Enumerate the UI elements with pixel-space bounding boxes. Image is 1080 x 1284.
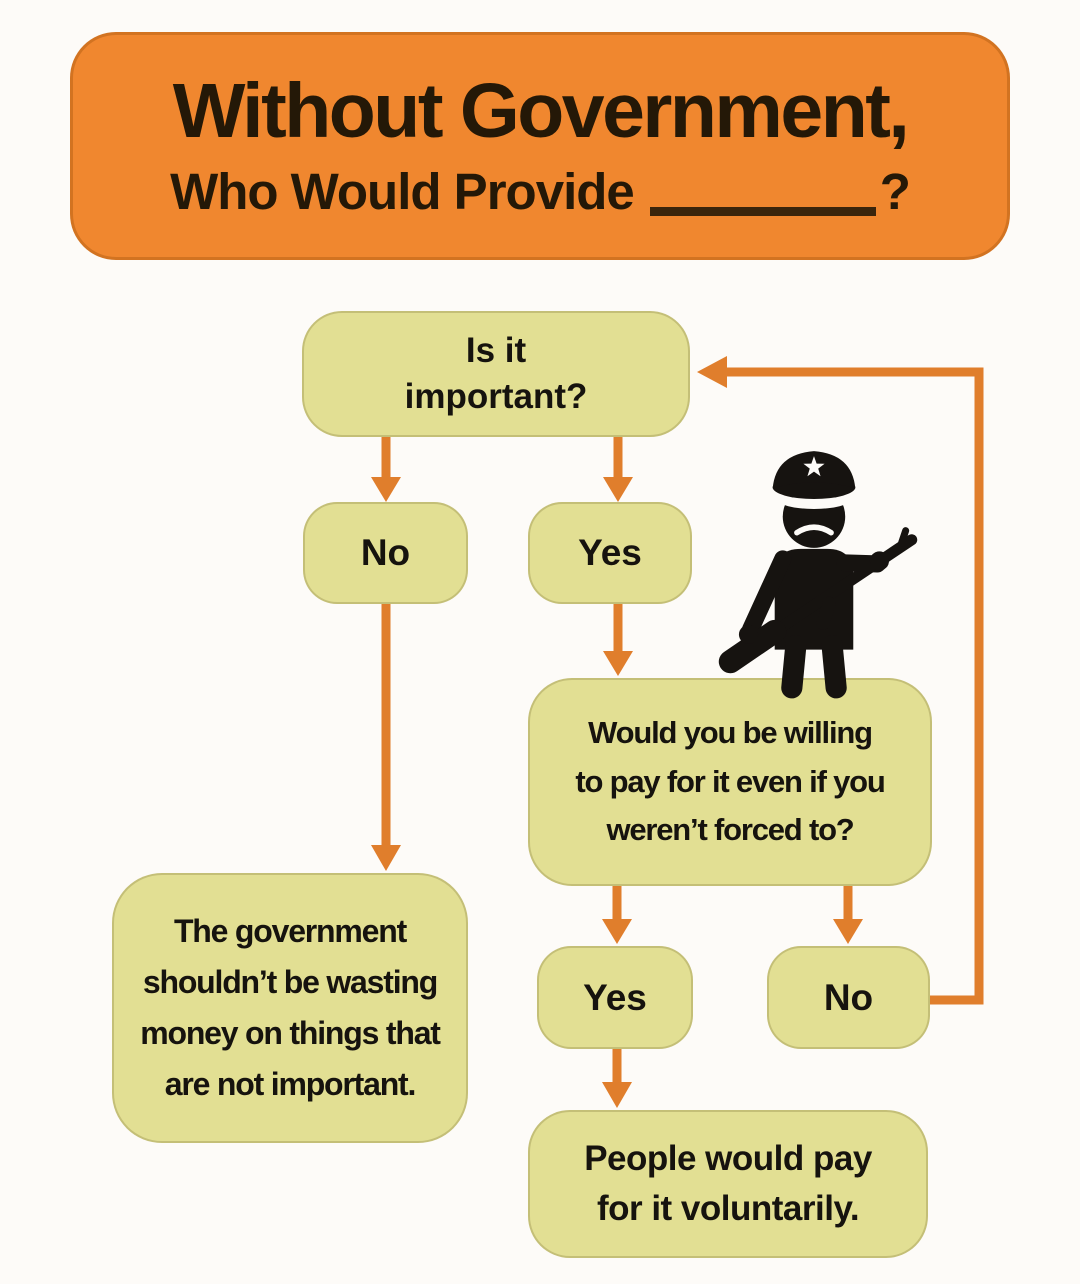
police-officer-rifle-icon xyxy=(710,436,922,708)
node-would-you-pay xyxy=(528,678,932,886)
node-text-line: Would you be willing xyxy=(588,714,872,750)
node-text-line: important? xyxy=(404,377,588,416)
arrow-pay-to-yes2 xyxy=(602,884,632,944)
node-no-branch-1 xyxy=(303,502,468,604)
title-line-1: Without Government, xyxy=(172,68,908,155)
node-text-line: for it voluntarily. xyxy=(596,1189,860,1228)
node-yes-branch-1 xyxy=(528,502,692,604)
arrow-important-to-yes xyxy=(603,436,633,502)
node-text-line: money on things that xyxy=(140,1015,440,1051)
node-text-line: to pay for it even if you xyxy=(575,763,885,799)
node-people-pay-voluntarily xyxy=(528,1110,928,1258)
node-government-wasting-money xyxy=(112,873,468,1143)
node-text-line: Yes xyxy=(583,976,647,1018)
node-text-line: weren’t forced to? xyxy=(606,812,854,848)
node-text-line: No xyxy=(823,976,874,1018)
node-text-line: No xyxy=(360,532,411,573)
arrow-yes2-to-voluntary-outcome xyxy=(602,1048,632,1108)
title-question-mark: ? xyxy=(879,162,910,220)
node-text-line: shouldn’t be wasting xyxy=(142,963,438,1000)
arrow-important-to-no xyxy=(371,436,401,502)
node-is-it-important xyxy=(302,311,690,437)
node-no-branch-2 xyxy=(767,946,930,1049)
node-text-line: People would pay xyxy=(584,1139,872,1179)
node-yes-branch-2 xyxy=(537,946,693,1049)
node-text-line: are not important. xyxy=(164,1066,416,1103)
node-text-line: Yes xyxy=(578,532,642,573)
arrow-no-to-waste-outcome xyxy=(371,603,401,871)
node-text-line: Is it xyxy=(465,330,527,370)
title-line-2-text: Who Would Provide xyxy=(170,162,634,220)
arrow-pay-to-no2 xyxy=(833,884,863,944)
node-text-line: The government xyxy=(173,912,407,949)
arrow-yes-to-pay-question xyxy=(603,603,633,676)
police-officer-body xyxy=(751,451,856,688)
